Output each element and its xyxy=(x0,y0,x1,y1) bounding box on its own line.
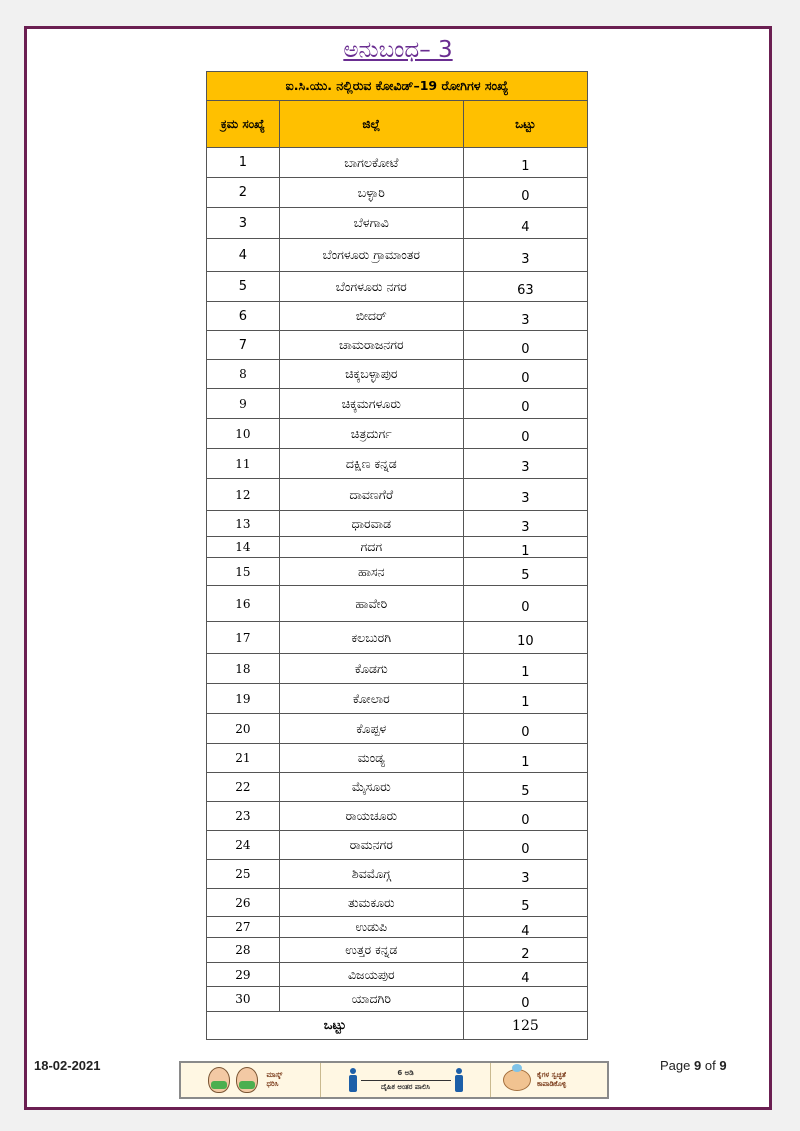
count-cell xyxy=(463,479,587,511)
count-cell xyxy=(463,684,587,714)
table-row xyxy=(207,860,588,889)
table-caption: ಐ.ಸಿ.ಯು. ನಲ್ಲಿರುವ ಕೋವಿಡ್–19 ರೋಗಿಗಳ ಸಂಖ್ಯೆ xyxy=(207,72,588,101)
table-row xyxy=(207,479,588,511)
district-cell: ಚಿಕ್ಕಮಗಳೂರು xyxy=(279,389,463,419)
count-value: 3 xyxy=(521,491,530,506)
person-icon xyxy=(349,1068,357,1092)
count-value: 0 xyxy=(521,189,530,204)
district-cell: ಉಡುಪಿ xyxy=(279,917,463,938)
count-value: 3 xyxy=(521,870,530,886)
district-cell: ಬಳ್ಳಾರಿ xyxy=(279,178,463,208)
district-cell: ಹಾಸನ xyxy=(279,558,463,586)
table-row xyxy=(207,272,588,302)
count-cell xyxy=(463,889,587,917)
count-cell xyxy=(463,917,587,938)
serial-cell: 6 xyxy=(207,302,280,331)
count-cell xyxy=(463,773,587,802)
header-total: ಒಟ್ಟು xyxy=(463,101,587,148)
district-cell: ಕೋಲಾರ xyxy=(279,684,463,714)
serial-cell: 14 xyxy=(207,537,280,558)
count-value: 1 xyxy=(521,754,530,770)
count-value: 2 xyxy=(521,946,530,962)
count-cell xyxy=(463,963,587,987)
count-cell xyxy=(463,987,587,1012)
page-title: ಅನುಬಂಧ– 3 xyxy=(343,37,453,63)
serial-cell: 26 xyxy=(207,889,280,917)
district-cell: ಬೀದರ್ xyxy=(279,302,463,331)
count-cell xyxy=(463,272,587,302)
count-value: 3 xyxy=(521,520,530,535)
serial-cell: 8 xyxy=(207,360,280,389)
district-cell: ಕಲಬುರಗಿ xyxy=(279,622,463,654)
count-value: 3 xyxy=(521,251,530,267)
table-row xyxy=(207,302,588,331)
district-cell: ಗದಗ xyxy=(279,537,463,558)
table-row xyxy=(207,449,588,479)
hygiene-segment xyxy=(491,1063,607,1097)
district-cell: ಚಿಕ್ಕಬಳ್ಳಾಪುರ xyxy=(279,360,463,389)
serial-cell: 17 xyxy=(207,622,280,654)
serial-cell: 30 xyxy=(207,987,280,1012)
count-cell xyxy=(463,714,587,744)
district-cell: ಯಾದಗಿರಿ xyxy=(279,987,463,1012)
table-row xyxy=(207,917,588,938)
table-row xyxy=(207,178,588,208)
district-cell: ಬೆಂಗಳೂರು ನಗರ xyxy=(279,272,463,302)
serial-cell: 22 xyxy=(207,773,280,802)
count-cell xyxy=(463,537,587,558)
count-value: 0 xyxy=(521,841,530,857)
district-cell: ಚಿತ್ರದುರ್ಗ xyxy=(279,419,463,449)
count-value: 0 xyxy=(521,430,530,445)
footer-date: 18-02-2021 xyxy=(34,1058,101,1073)
hygiene-text: ಕೈಗಳ ಸ್ವಚ್ಛತೆ ಕಾಪಾಡಿಕೊಳ್ಳಿ xyxy=(537,1071,567,1088)
district-cell: ದಕ್ಷಿಣ ಕನ್ನಡ xyxy=(279,449,463,479)
table-row xyxy=(207,831,588,860)
serial-cell: 11 xyxy=(207,449,280,479)
count-value: 3 xyxy=(521,312,530,328)
count-cell xyxy=(463,586,587,622)
count-value: 1 xyxy=(521,543,530,559)
count-cell xyxy=(463,419,587,449)
count-cell xyxy=(463,860,587,889)
table-row xyxy=(207,208,588,239)
total-value: 125 xyxy=(463,1012,587,1040)
count-cell xyxy=(463,938,587,963)
serial-cell: 12 xyxy=(207,479,280,511)
count-cell xyxy=(463,239,587,272)
district-cell: ಬೆಂಗಳೂರು ಗ್ರಾಮಾಂತರ xyxy=(279,239,463,272)
serial-cell: 16 xyxy=(207,586,280,622)
district-cell: ತುಮಕೂರು xyxy=(279,889,463,917)
count-cell xyxy=(463,744,587,773)
serial-cell: 7 xyxy=(207,331,280,360)
serial-cell: 27 xyxy=(207,917,280,938)
serial-cell: 9 xyxy=(207,389,280,419)
serial-cell: 23 xyxy=(207,802,280,831)
serial-cell: 24 xyxy=(207,831,280,860)
district-cell: ದಾವಣಗೆರೆ xyxy=(279,479,463,511)
district-cell: ಚಾಮರಾಜನಗರ xyxy=(279,331,463,360)
table-row xyxy=(207,654,588,684)
document-page xyxy=(24,26,772,1110)
table-row xyxy=(207,963,588,987)
serial-cell: 5 xyxy=(207,272,280,302)
count-value: 1 xyxy=(521,665,530,680)
table-row xyxy=(207,537,588,558)
count-value: 5 xyxy=(521,568,530,583)
table-row xyxy=(207,714,588,744)
count-cell xyxy=(463,178,587,208)
count-cell xyxy=(463,831,587,860)
serial-cell: 19 xyxy=(207,684,280,714)
table-row xyxy=(207,148,588,178)
total-label: ಒಟ್ಟು xyxy=(207,1012,464,1040)
district-cell: ಮಂಡ್ಯ xyxy=(279,744,463,773)
count-value: 10 xyxy=(517,634,534,649)
count-cell xyxy=(463,558,587,586)
table-row xyxy=(207,511,588,537)
table-row xyxy=(207,744,588,773)
district-cell: ಉತ್ತರ ಕನ್ನಡ xyxy=(279,938,463,963)
district-cell: ಬೆಳಗಾವಿ xyxy=(279,208,463,239)
distance-segment xyxy=(321,1063,491,1097)
covid-guidelines-banner xyxy=(179,1061,609,1099)
table-row xyxy=(207,802,588,831)
serial-cell: 2 xyxy=(207,178,280,208)
serial-cell: 3 xyxy=(207,208,280,239)
district-cell: ಕೊಡಗು xyxy=(279,654,463,684)
distance-box xyxy=(361,1069,451,1092)
hand-wash-icon xyxy=(503,1069,531,1091)
serial-cell: 15 xyxy=(207,558,280,586)
serial-cell: 21 xyxy=(207,744,280,773)
count-cell xyxy=(463,654,587,684)
table-row xyxy=(207,938,588,963)
distance-arrow-icon xyxy=(361,1080,451,1081)
count-cell xyxy=(463,331,587,360)
count-value: 0 xyxy=(521,600,530,615)
count-value: 0 xyxy=(521,400,530,415)
table-row xyxy=(207,331,588,360)
table-row xyxy=(207,558,588,586)
table-row xyxy=(207,419,588,449)
count-value: 0 xyxy=(521,341,530,357)
serial-cell: 28 xyxy=(207,938,280,963)
mask-segment xyxy=(181,1063,321,1097)
district-cell: ಕೊಪ್ಪಳ xyxy=(279,714,463,744)
count-cell xyxy=(463,622,587,654)
distance-value: 6 ಅಡಿ xyxy=(397,1068,414,1077)
count-value: 0 xyxy=(521,370,530,386)
table-row xyxy=(207,987,588,1012)
district-cell: ಬಾಗಲಕೋಟೆ xyxy=(279,148,463,178)
count-cell xyxy=(463,302,587,331)
header-district: ಜಿಲ್ಲೆ xyxy=(279,101,463,148)
district-cell: ರಾಮನಗರ xyxy=(279,831,463,860)
table-row xyxy=(207,684,588,714)
serial-cell: 10 xyxy=(207,419,280,449)
count-value: 63 xyxy=(517,283,534,298)
district-cell: ಹಾವೇರಿ xyxy=(279,586,463,622)
count-cell xyxy=(463,802,587,831)
table-row xyxy=(207,773,588,802)
table-row xyxy=(207,622,588,654)
table-row xyxy=(207,389,588,419)
count-value: 1 xyxy=(521,695,530,710)
district-cell: ಶಿವಮೊಗ್ಗ xyxy=(279,860,463,889)
person-icon xyxy=(455,1068,463,1092)
total-row xyxy=(207,1012,588,1040)
count-value: 3 xyxy=(521,460,530,475)
count-value: 4 xyxy=(521,219,530,235)
count-value: 4 xyxy=(521,923,530,939)
icu-patients-table xyxy=(206,71,588,1040)
district-cell: ಧಾರವಾಡ xyxy=(279,511,463,537)
header-serial: ಕ್ರಮ ಸಂಖ್ಯೆ xyxy=(207,101,280,148)
table-row xyxy=(207,239,588,272)
serial-cell: 4 xyxy=(207,239,280,272)
district-cell: ವಿಜಯಪುರ xyxy=(279,963,463,987)
count-cell xyxy=(463,389,587,419)
count-cell xyxy=(463,449,587,479)
count-value: 5 xyxy=(521,783,530,799)
count-cell xyxy=(463,511,587,537)
table-row xyxy=(207,889,588,917)
count-cell xyxy=(463,208,587,239)
masked-face-icon xyxy=(208,1067,230,1093)
count-cell xyxy=(463,360,587,389)
count-value: 5 xyxy=(521,899,530,914)
distance-text: ದೈಹಿಕ ಅಂತರ ಪಾಲಿಸಿ xyxy=(380,1082,431,1091)
masked-face-icon xyxy=(236,1067,258,1093)
mask-text: ಮಾಸ್ಕ್ ಧರಿಸಿ xyxy=(266,1071,283,1088)
serial-cell: 13 xyxy=(207,511,280,537)
count-value: 0 xyxy=(521,812,530,828)
count-value: 4 xyxy=(521,971,530,986)
table-row xyxy=(207,360,588,389)
count-value: 0 xyxy=(521,725,530,740)
district-cell: ಮೈಸೂರು xyxy=(279,773,463,802)
count-value: 0 xyxy=(521,995,530,1011)
table-body xyxy=(207,148,588,1012)
serial-cell: 1 xyxy=(207,148,280,178)
count-cell xyxy=(463,148,587,178)
page-number: Page 9 of 9 xyxy=(660,1058,727,1073)
district-cell: ರಾಯಚೂರು xyxy=(279,802,463,831)
serial-cell: 18 xyxy=(207,654,280,684)
serial-cell: 20 xyxy=(207,714,280,744)
table-row xyxy=(207,586,588,622)
serial-cell: 25 xyxy=(207,860,280,889)
serial-cell: 29 xyxy=(207,963,280,987)
count-value: 1 xyxy=(521,159,530,174)
